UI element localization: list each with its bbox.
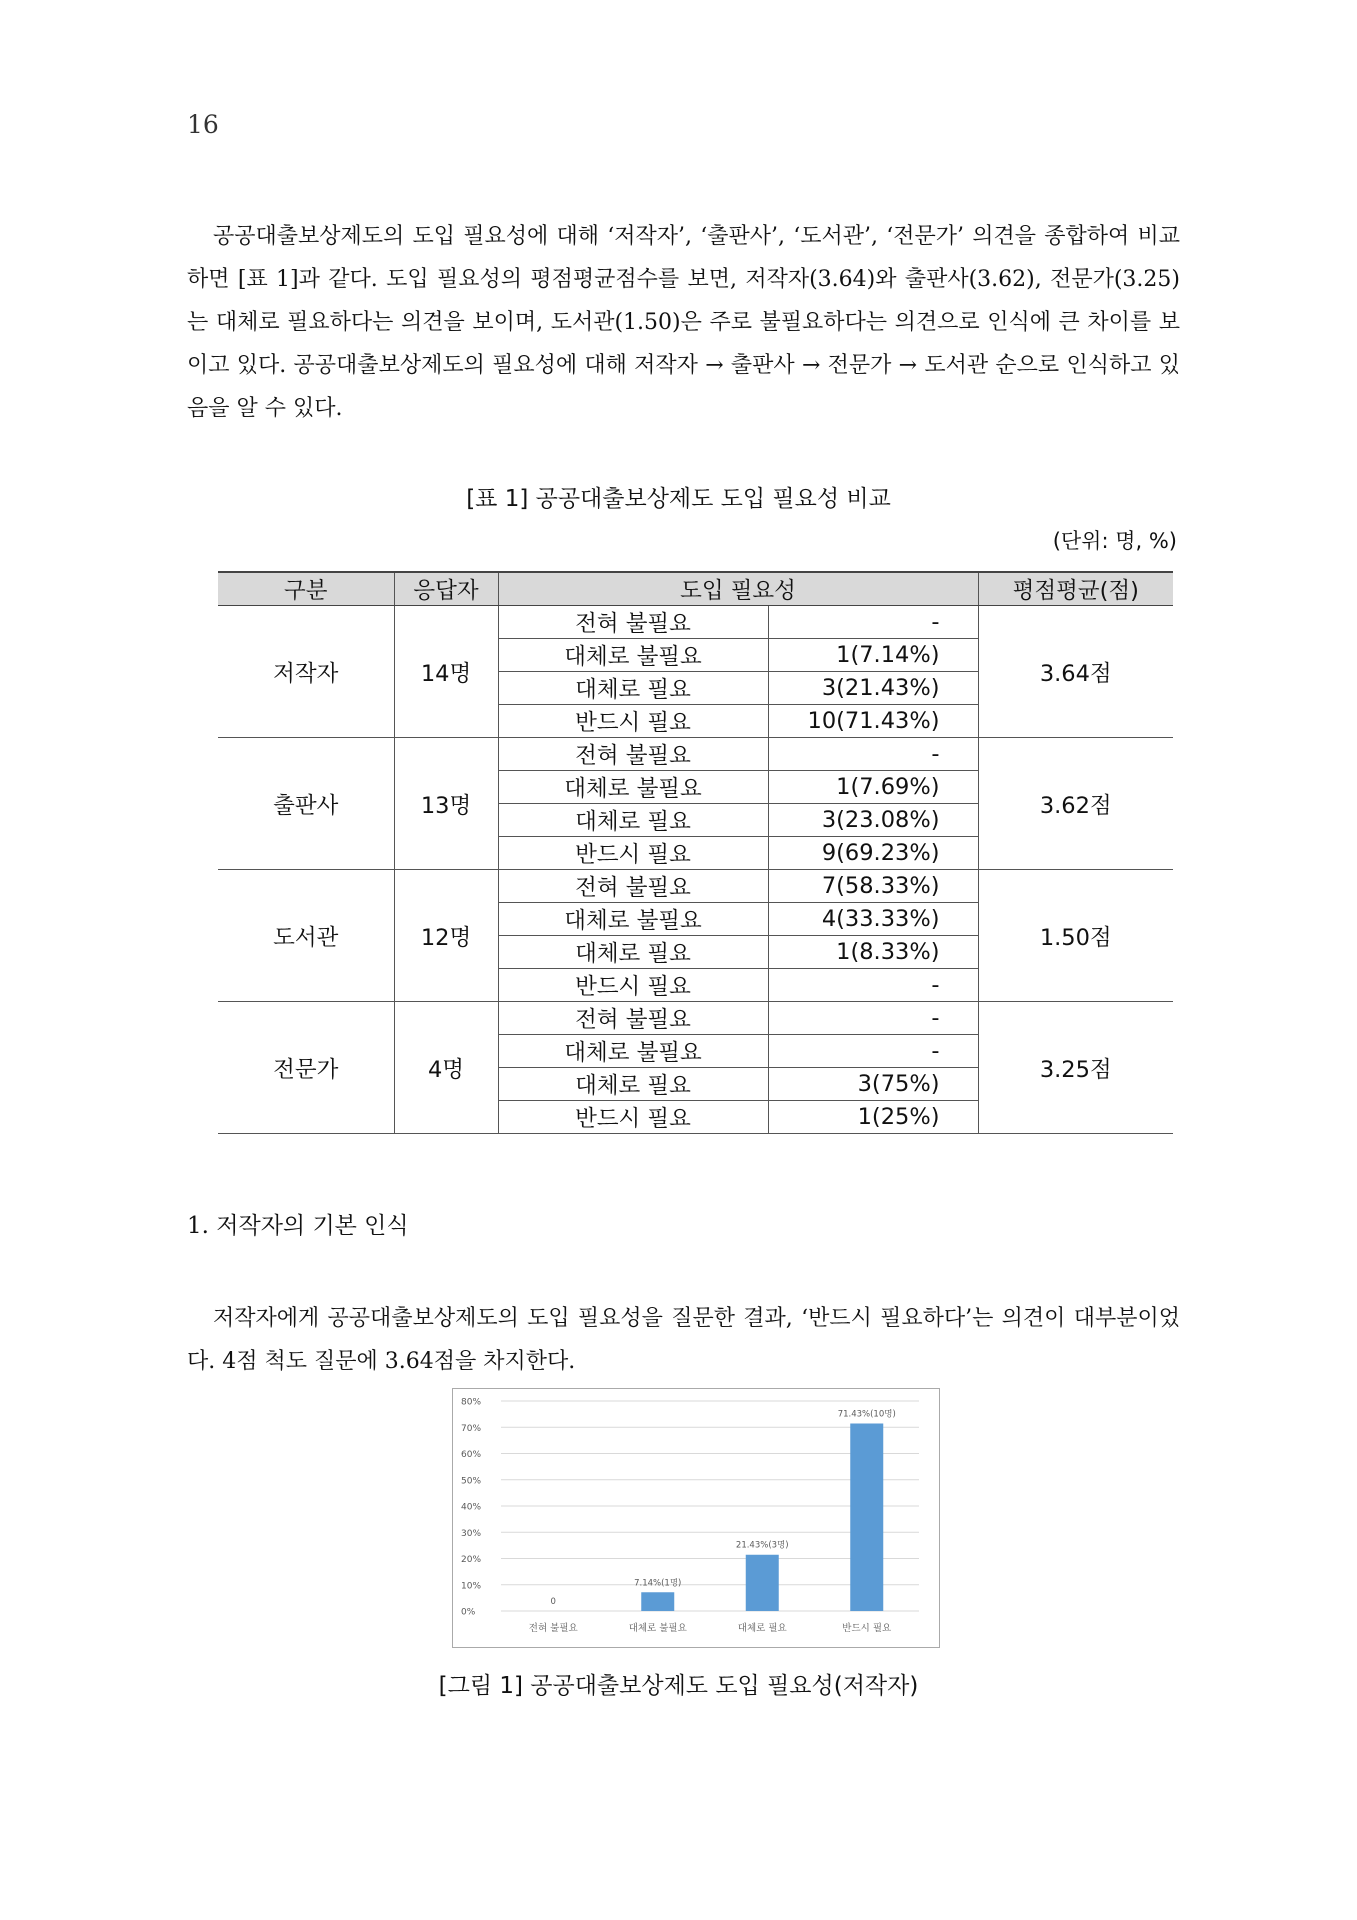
count-percent-cell: 3(21.43%)	[768, 672, 978, 705]
necessity-level-cell: 전혀 불필요	[498, 738, 768, 771]
necessity-level-cell: 대체로 필요	[498, 672, 768, 705]
necessity-level-cell: 전혀 불필요	[498, 606, 768, 639]
count-percent-cell: -	[768, 606, 978, 639]
body-paragraph-1	[187, 215, 1180, 430]
count-percent-cell: -	[768, 969, 978, 1002]
average-score-cell: 1.50점	[978, 870, 1173, 1002]
count-percent-cell: 4(33.33%)	[768, 903, 978, 936]
y-tick-label: 60%	[461, 1450, 482, 1460]
count-percent-cell: -	[768, 1035, 978, 1068]
paragraph-text: 공공대출보상제도의 도입 필요성에 대해 ‘저작자’, ‘출판사’, ‘도서관’, ‘전문가’ 의견을 종합하여 비교하면 [표 1]과 같다. 도입 필요성의 평점평균점수를 보면, 저작자(3.64)와 출판사(3.62), 전문가(3.25)는 대체로 필요하다는 의견을 보이며, 도서관(1.50)은 주로 불필요하다는 의견으로 인식에 큰 차이를 보이고 있다. 공공대출보상제도의 필요성에 대해 저작자 → 출판사 → 전문가 → 도서관 순으로 인식하고 있음을 알 수 있다.	[187, 224, 1180, 421]
count-percent-cell: -	[768, 1002, 978, 1035]
count-percent-cell: 3(23.08%)	[768, 804, 978, 837]
necessity-level-cell: 대체로 불필요	[498, 771, 768, 804]
figure-caption: [그림 1] 공공대출보상제도 도입 필요성(저작자)	[438, 1673, 919, 1699]
necessity-level-cell: 대체로 불필요	[498, 903, 768, 936]
table-row	[218, 738, 1173, 771]
necessity-level-cell: 대체로 불필요	[498, 1035, 768, 1068]
bar	[641, 1592, 674, 1611]
necessity-level-cell: 반드시 필요	[498, 1101, 768, 1134]
necessity-level-cell: 전혀 불필요	[498, 870, 768, 903]
necessity-level-cell: 대체로 필요	[498, 1068, 768, 1101]
header-category: 구분	[218, 572, 394, 606]
necessity-level-cell: 대체로 필요	[498, 936, 768, 969]
count-percent-cell: 1(25%)	[768, 1101, 978, 1134]
table-header-row	[218, 572, 1173, 606]
respondents-cell: 12명	[394, 870, 498, 1002]
count-percent-cell: 10(71.43%)	[768, 705, 978, 738]
x-tick-label: 반드시 필요	[842, 1623, 892, 1634]
bar	[850, 1423, 883, 1611]
y-tick-label: 0%	[461, 1607, 476, 1618]
count-percent-cell: 1(7.69%)	[768, 771, 978, 804]
necessity-level-cell: 대체로 불필요	[498, 639, 768, 672]
count-percent-cell: 7(58.33%)	[768, 870, 978, 903]
average-score-cell: 3.62점	[978, 738, 1173, 870]
group-name-cell: 도서관	[218, 870, 394, 1002]
table-body	[218, 606, 1173, 1134]
y-tick-label: 20%	[461, 1555, 482, 1565]
y-tick-label: 10%	[461, 1581, 482, 1592]
x-tick-label: 대체로 불필요	[628, 1623, 687, 1634]
count-percent-cell: 1(7.14%)	[768, 639, 978, 672]
group-name-cell: 저작자	[218, 606, 394, 738]
count-percent-cell: 3(75%)	[768, 1068, 978, 1101]
table-row	[218, 606, 1173, 639]
y-tick-label: 80%	[461, 1397, 482, 1408]
body-paragraph-2	[187, 1297, 1180, 1383]
respondents-cell: 14명	[394, 606, 498, 738]
count-percent-cell: 9(69.23%)	[768, 837, 978, 870]
necessity-level-cell: 반드시 필요	[498, 705, 768, 738]
table-row	[218, 870, 1173, 903]
x-tick-label: 대체로 필요	[737, 1623, 787, 1634]
bar	[746, 1555, 779, 1611]
count-percent-cell: 1(8.33%)	[768, 936, 978, 969]
y-tick-label: 40%	[461, 1502, 482, 1513]
y-tick-label: 50%	[461, 1476, 482, 1487]
header-respondents: 응답자	[394, 572, 498, 606]
necessity-level-cell: 반드시 필요	[498, 969, 768, 1002]
y-tick-label: 70%	[461, 1423, 482, 1434]
data-label: 7.14%(1명)	[634, 1578, 682, 1589]
x-tick-label: 전혀 불필요	[528, 1623, 578, 1634]
chart-canvas	[453, 1389, 939, 1647]
y-tick-label: 30%	[461, 1528, 482, 1539]
header-necessity: 도입 필요성	[498, 572, 978, 606]
comparison-table	[218, 571, 1173, 1134]
page-number: 16	[187, 110, 219, 139]
bar-chart	[452, 1388, 940, 1648]
average-score-cell: 3.64점	[978, 606, 1173, 738]
data-label: 0	[550, 1597, 556, 1607]
data-label: 71.43%(10명)	[837, 1409, 896, 1420]
section-heading: 1. 저작자의 기본 인식	[187, 1213, 409, 1239]
respondents-cell: 13명	[394, 738, 498, 870]
header-average: 평점평균(점)	[978, 572, 1173, 606]
group-name-cell: 전문가	[218, 1002, 394, 1134]
necessity-level-cell: 대체로 필요	[498, 804, 768, 837]
count-percent-cell: -	[768, 738, 978, 771]
necessity-level-cell: 전혀 불필요	[498, 1002, 768, 1035]
data-label: 21.43%(3명)	[735, 1540, 789, 1551]
necessity-level-cell: 반드시 필요	[498, 837, 768, 870]
respondents-cell: 4명	[394, 1002, 498, 1134]
table-unit: (단위: 명, %)	[1052, 529, 1177, 553]
table-row	[218, 1002, 1173, 1035]
group-name-cell: 출판사	[218, 738, 394, 870]
average-score-cell: 3.25점	[978, 1002, 1173, 1134]
table-caption: [표 1] 공공대출보상제도 도입 필요성 비교	[466, 486, 891, 512]
paragraph-text: 저작자에게 공공대출보상제도의 도입 필요성을 질문한 결과, ‘반드시 필요하다’는 의견이 대부분이었다. 4점 척도 질문에 3.64점을 차지한다.	[187, 1306, 1180, 1374]
